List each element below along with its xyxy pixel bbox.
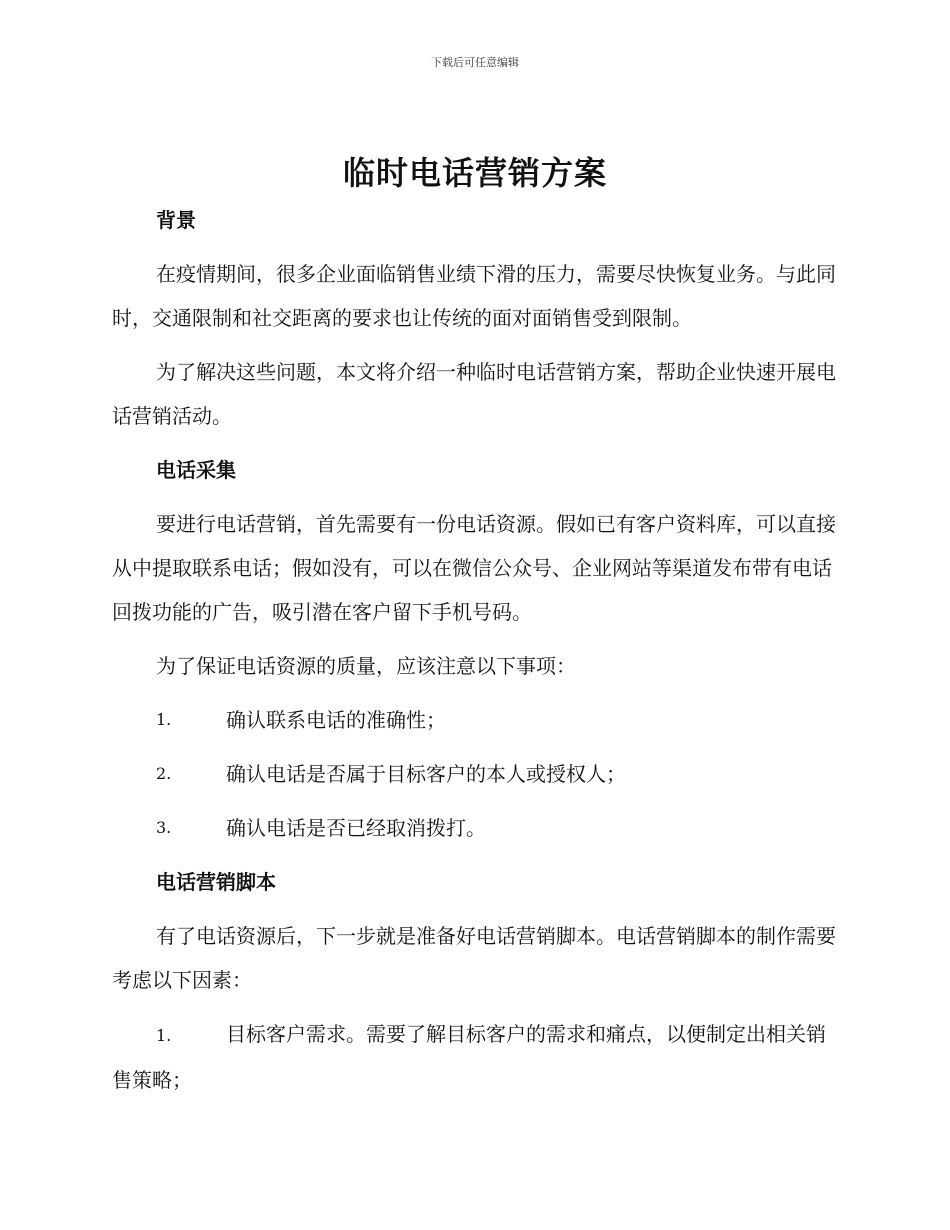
list-text: 确认电话是否属于目标客户的本人或授权人； xyxy=(226,762,626,786)
list-number: 1. xyxy=(156,710,172,729)
list-item xyxy=(112,698,837,742)
paragraph: 为了保证电话资源的质量，应该注意以下事项： xyxy=(156,654,576,678)
list-text: 确认电话是否已经取消拨打。 xyxy=(226,816,486,840)
list-item xyxy=(112,806,837,850)
header-note: 下载后可任意编辑 xyxy=(431,56,519,69)
document-body xyxy=(112,198,837,1102)
list-item xyxy=(112,1012,837,1102)
list-number: 1. xyxy=(156,1026,172,1045)
paragraph: 为了解决这些问题，本文将介绍一种临时电话营销方案，帮助企业快速开展电话营销活动。 xyxy=(112,360,836,428)
list-text: 目标客户需求。需要了解目标客户的需求和痛点，以便制定出相关销售策略； xyxy=(112,1022,826,1092)
section-heading-background: 背景 xyxy=(156,208,196,232)
section-heading-phone-collection: 电话采集 xyxy=(156,458,236,482)
section-heading-marketing-script: 电话营销脚本 xyxy=(156,870,276,894)
list-text: 确认联系电话的准确性； xyxy=(226,708,446,732)
list-number: 3. xyxy=(156,818,172,837)
paragraph: 有了电话资源后，下一步就是准备好电话营销脚本。电话营销脚本的制作需要考虑以下因素： xyxy=(112,924,836,992)
paragraph: 要进行电话营销，首先需要有一份电话资源。假如已有客户资料库，可以直接从中提取联系电话；假如没有，可以在微信公众号、企业网站等渠道发布带有电话回拨功能的广告，吸引潜在客户留下手机号码。 xyxy=(112,512,836,624)
list-item xyxy=(112,752,837,796)
list-number: 2. xyxy=(156,764,172,783)
paragraph: 在疫情期间，很多企业面临销售业绩下滑的压力，需要尽快恢复业务。与此同时，交通限制和社交距离的要求也让传统的面对面销售受到限制。 xyxy=(112,262,836,330)
document-title: 临时电话营销方案 xyxy=(342,154,607,192)
